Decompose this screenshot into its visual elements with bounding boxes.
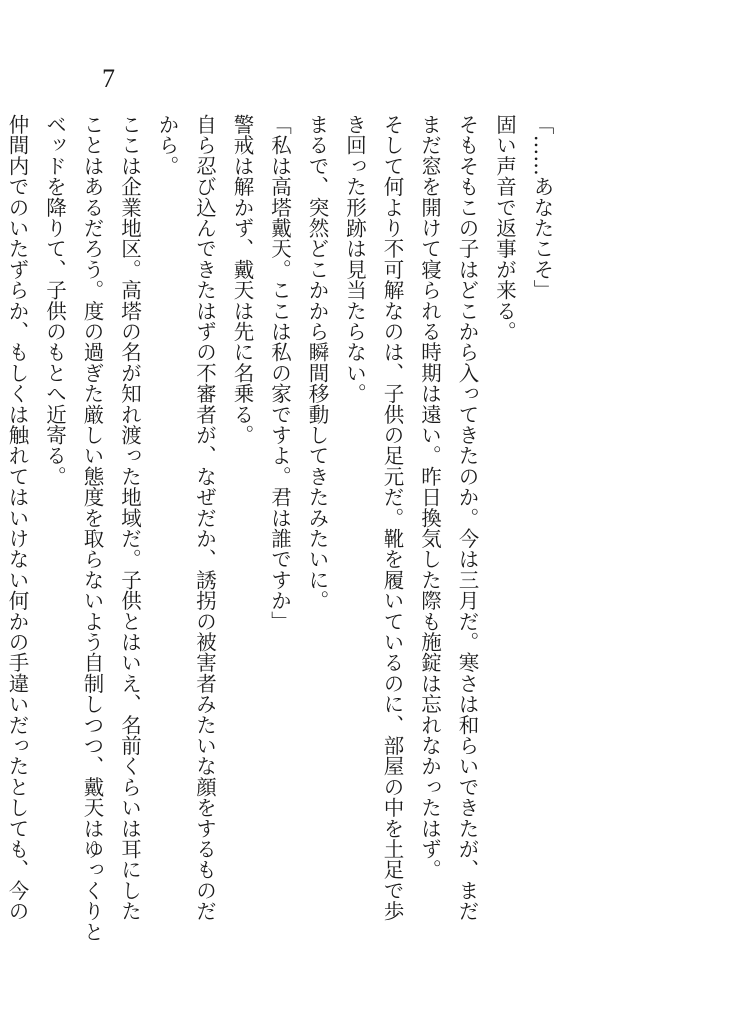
page-number: 7: [102, 64, 115, 93]
text-line: 「……あなたこそ」: [530, 114, 554, 301]
body-text: [5, 114, 560, 942]
text-line: ここは企業地区。高塔の名が知れ渡った地域だ。子供とはいえ、名前くらいは耳にした: [117, 114, 142, 922]
text-line: 「私は高塔戴天。ここは私の家ですよ。君は誰ですか」: [267, 114, 292, 632]
text-line: 固い声音で返事が来る。: [492, 114, 517, 342]
text-line: 自ら忍び込んできたはずの不審者が、なぜだか、誘拐の被害者みたいな顔をするものだ: [192, 114, 217, 922]
text-line: まだ窓を開けて寝られる時期は遠い。昨日換気した際も施錠は忘れなかったはず。: [417, 114, 442, 880]
text-line: まるで、突然どこかから瞬間移動してきたみたいに。: [305, 114, 329, 611]
text-line: 仲間内でのいたずらか、もしくは触れてはいけない何かの手違いだったとしても、今の: [5, 114, 29, 922]
text-line: から。: [155, 114, 179, 177]
text-line: そもそもこの子はどこから入ってきたのか。今は三月だ。寒さは和らいできたが、まだ: [455, 114, 479, 922]
text-line: ことはあるだろう。度の過ぎた厳しい態度を取らないよう自制しつつ、戴天はゆっくりと: [80, 114, 104, 942]
text-line: ベッドを降りて、子供のもとへ近寄る。: [42, 114, 67, 487]
text-line: き回った形跡は見当たらない。: [342, 114, 367, 404]
text-line: そして何より不可解なのは、子供の足元だ。靴を履いているのに、部屋の中を土足で歩: [380, 114, 404, 922]
text-line: 警戒は解かず、戴天は先に名乗る。: [230, 114, 254, 446]
